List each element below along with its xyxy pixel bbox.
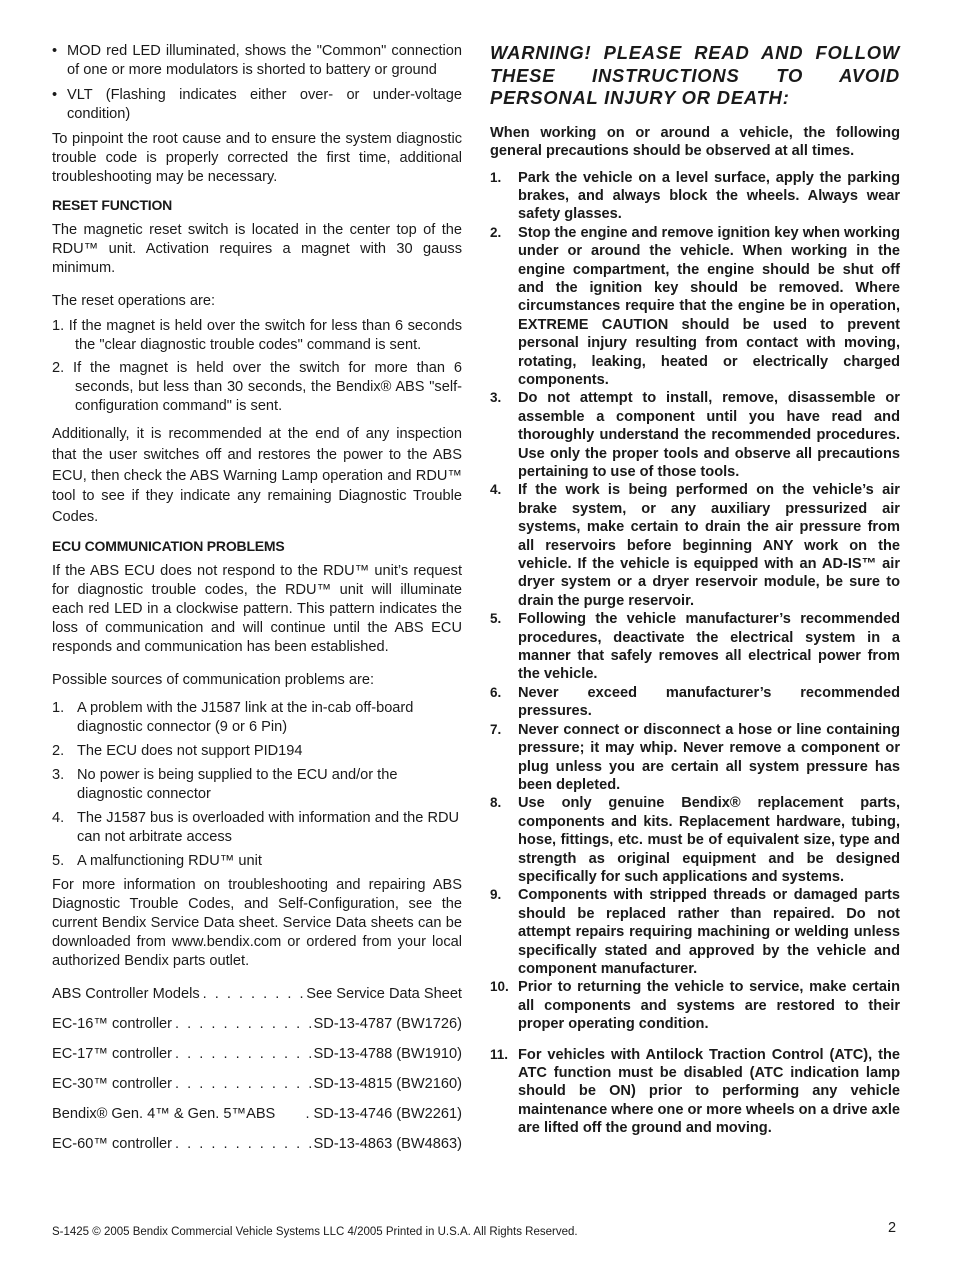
reset-function-heading: RESET FUNCTION — [52, 197, 173, 213]
pinpoint-paragraph: To pinpoint the root cause and to ensure the system diagnostic trouble code is properly corrected the first time, additional troubleshooting may be necessary. — [52, 131, 462, 185]
list-item: 5. A malfunctioning RDU™ unit — [52, 852, 262, 869]
list-item: 9. Components with stripped threads or damaged parts should be replaced rather than repaired. Do not attempt repairs requiring machining or welding unless specifically stated and approved by the vehicle and component manufacturer. — [490, 887, 900, 977]
list-item: 8. Use only genuine Bendix® replacement parts, components and kits. Replacement hardware, tubing, hose, fittings, etc. must be of equivalent size, type and strength as original equipment and be designed specifically for such applications and systems. — [490, 795, 900, 885]
bullet-vlt: • VLT (Flashing indicates either over- or under-voltage condition) — [52, 86, 462, 124]
table-row: ABS Controller Models . . . See Service Data Sheet — [52, 985, 462, 1015]
table-row: EC-60™ controller . . . SD-13-4863 (BW4863) — [52, 1135, 462, 1165]
reset-paragraph: The magnetic reset switch is located in the center top of the RDU™ unit. Activation requires a magnet with 30 gauss minimum. — [52, 222, 462, 276]
list-item: 4. If the work is being performed on the vehicle’s air brake system, or any auxiliary pressurized air systems, make certain to drain the air pressure from all reservoirs before beginning ANY work on the vehicle. If the vehicle is equipped with an AD-IS™ air dryer system or a dryer reservoir module, be sure to drain the purge reservoir. — [490, 482, 900, 609]
list-item: 4. The J1587 bus is overloaded with information and the RDU can not arbitrate access — [52, 809, 460, 845]
page-number: 2 — [888, 1220, 897, 1236]
additionally-paragraph: Additionally, it is recommended at the end of any inspection that the user switches off and restores the power to the ABS ECU, then check the ABS Warning Lamp operation and RDU™ tool to see if they indicate any remaining Diagnostic Trouble Codes. — [52, 426, 462, 526]
controller-models-table — [52, 985, 462, 1165]
warning-title: WARNING! PLEASE READ AND FOLLOW THESE INSTRUCTIONS TO AVOID PERSONAL INJURY OR DEATH: — [490, 42, 900, 108]
table-row: EC-17™ controller . . . SD-13-4788 (BW1910) — [52, 1045, 462, 1075]
list-item: 1. A problem with the J1587 link at the in-cab off-board diagnostic connector (9 or 6 Pin) — [52, 699, 414, 735]
left-column — [52, 42, 462, 1165]
list-item: 6. Never exceed manufacturer’s recommended pressures. — [490, 684, 900, 720]
list-item: 2. Stop the engine and remove ignition key when working under or around the vehicle. When working in the engine compartment, the engine should be shut off and the ignition key should be removed. Where circumstances require that the engine be in operation, EXTREME CAUTION should be used to prevent personal injury resulting from contact with moving, rotating, leaking, heated or electrically charged components. — [490, 224, 900, 388]
reset-op-1: 1. If the magnet is held over the switch for less than 6 seconds the "clear diagnostic trouble codes" command is sent. — [52, 318, 462, 353]
reset-ops-intro: The reset operations are: — [52, 293, 216, 309]
right-column — [490, 42, 900, 1138]
list-item: 2. The ECU does not support PID194 — [52, 742, 303, 759]
list-item: 5. Following the vehicle manufacturer’s recommended procedures, deactivate the electrical system in a manner that safely removes all electrical power from the vehicle. — [490, 611, 900, 683]
bullet-mod-led: • MOD red LED illuminated, shows the "Common" connection of one or more modulators is shorted to battery or ground — [52, 42, 462, 80]
list-item: 7. Never connect or disconnect a hose or line containing pressure; it may whip. Never remove a component or plug unless you are certain all system pressure has been depleted. — [490, 721, 900, 793]
table-row: Bendix® Gen. 4™ & Gen. 5™ABS . SD-13-4746 (BW2261) — [52, 1105, 462, 1122]
list-item: 3. No power is being supplied to the ECU and/or the diagnostic connector — [52, 766, 398, 802]
more-info-paragraph: For more information on troubleshooting and repairing ABS Diagnostic Trouble Codes, and Self-Configuration, see the current Bendix Service Data sheet. Service Data sheets can be downloaded from www.bendix.com or ordered from your local authorized Bendix parts outlet. — [52, 876, 462, 969]
list-item: 3. Do not attempt to install, remove, disassemble or assemble a component until you have read and thoroughly understand the recommended procedures. Use only the proper tools and observe all precautions pertaining to use of those tools. — [490, 390, 900, 480]
reset-op-2: 2. If the magnet is held over the switch for more than 6 seconds, but less than 30 seconds, the Bendix® ABS "self-configuration command" is sent. — [52, 360, 462, 414]
warning-intro: When working on or around a vehicle, the following general precautions should be observed at all times. — [490, 124, 900, 159]
table-row: EC-16™ controller . . . SD-13-4787 (BW1726) — [52, 1015, 462, 1045]
ecu-paragraph: If the ABS ECU does not respond to the RDU™ unit’s request for diagnostic trouble codes, the RDU™ unit will illuminate each red LED in a clockwise pattern. This pattern indicates the loss of communication and will continue until the ABS ECU responds and communication has been established. — [52, 562, 462, 655]
list-item: 1. Park the vehicle on a level surface, apply the parking brakes, and always block the wheels. Always wear safety glasses. — [490, 169, 900, 223]
table-row: EC-30™ controller . . . SD-13-4815 (BW2160) — [52, 1075, 462, 1105]
list-item: 10. Prior to returning the vehicle to service, make certain all components and systems are restored to their proper operating condition. — [490, 979, 900, 1033]
ecu-communication-heading: ECU COMMUNICATION PROBLEMS — [52, 537, 285, 554]
sources-intro: Possible sources of communication problems are: — [52, 671, 375, 688]
list-item: 11. For vehicles with Antilock Traction Control (ATC), the ATC function must be disabled (ATC indication lamp should be ON) prior to performing any vehicle maintenance where one or more wheels on a drive axle are lifted off the ground and moving. — [490, 1046, 901, 1137]
footer-copyright: S-1425 © 2005 Bendix Commercial Vehicle Systems LLC 4/2005 Printed in U.S.A. All Rights Reserved. — [52, 1226, 578, 1238]
